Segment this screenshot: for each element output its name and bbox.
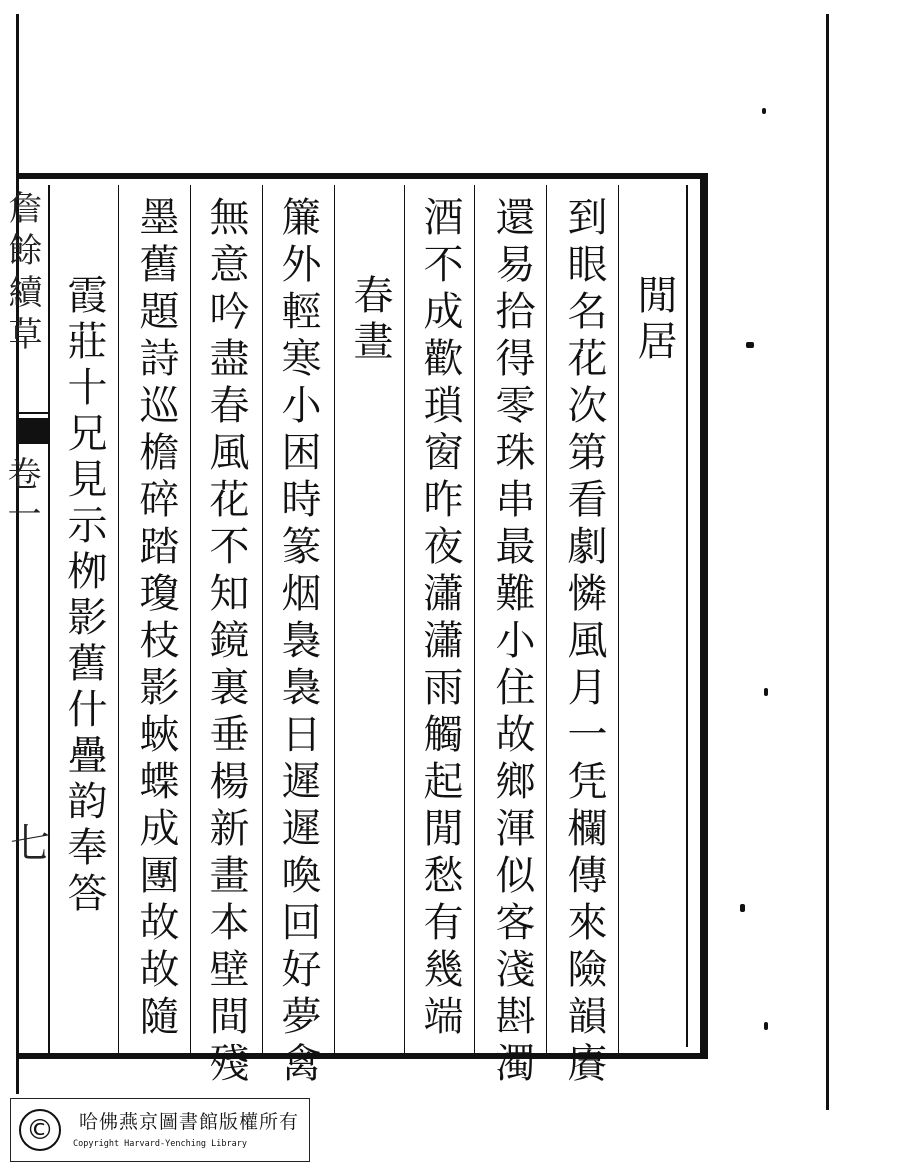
poem-title-1 — [632, 274, 676, 366]
copyright-english: Copyright Harvard-Yenching Library — [73, 1139, 247, 1149]
margin-folio: 七 — [10, 821, 50, 867]
margin-fishtail — [18, 418, 48, 444]
scan-speck — [746, 342, 754, 348]
poem-title-2 — [348, 274, 392, 366]
column-text: 酒不成歡瑣窗昨夜瀟瀟雨觸起閒愁有幾端 — [417, 196, 463, 1042]
column-divider — [546, 185, 547, 1053]
column-divider — [118, 185, 119, 1053]
column-text: 簾外輕寒小困時篆烟裊裊日遲遲喚回好夢禽 — [275, 196, 321, 1089]
column-text: 到眼名花次第看劇憐風月一凭欄傳來險韻賡 — [561, 196, 607, 1089]
copyright-chinese: 哈佛燕京圖書館版權所有 — [79, 1111, 300, 1133]
column-text: 墨舊題詩巡檐碎踏瓊枝影蛺蝶成團故故隨 — [133, 196, 179, 1042]
scan-speck — [764, 1022, 768, 1030]
poem-title-3 — [62, 274, 106, 918]
copyright-stamp — [10, 1098, 310, 1162]
column-divider — [618, 185, 619, 1053]
margin-volume: 卷一 — [1, 456, 41, 536]
frame-top — [16, 173, 708, 179]
margin-title — [2, 190, 42, 420]
column-divider — [404, 185, 405, 1053]
text-column-4 — [276, 196, 320, 1089]
frame-right-inner — [686, 185, 688, 1047]
column-divider — [190, 185, 191, 1053]
text-column-3 — [418, 196, 462, 1042]
text-column-5 — [204, 196, 248, 1089]
title-text: 霞莊十兄見示栁影舊什疊韵奉答 — [61, 274, 107, 918]
column-divider — [474, 185, 475, 1053]
margin-title-text: 詹餘續草 — [2, 190, 42, 358]
column-text: 還易拾得零珠串最難小住故鄉渾似客淺斟濁 — [489, 196, 535, 1089]
frame-right-outer — [700, 173, 708, 1059]
column-divider — [334, 185, 335, 1053]
right-page-edge — [826, 14, 829, 1110]
column-divider — [262, 185, 263, 1053]
title-text: 閒居 — [631, 274, 677, 366]
text-column-1 — [562, 196, 606, 1089]
column-divider — [48, 185, 50, 1053]
title-text: 春晝 — [347, 274, 393, 366]
copyright-icon: © — [19, 1109, 61, 1151]
scan-speck — [762, 108, 766, 114]
scan-speck — [740, 904, 745, 912]
text-column-6 — [134, 196, 178, 1042]
scan-speck — [764, 688, 768, 696]
column-text: 無意吟盡春風花不知鏡裏垂楊新畫本壁間殘 — [203, 196, 249, 1089]
text-column-2 — [490, 196, 534, 1089]
